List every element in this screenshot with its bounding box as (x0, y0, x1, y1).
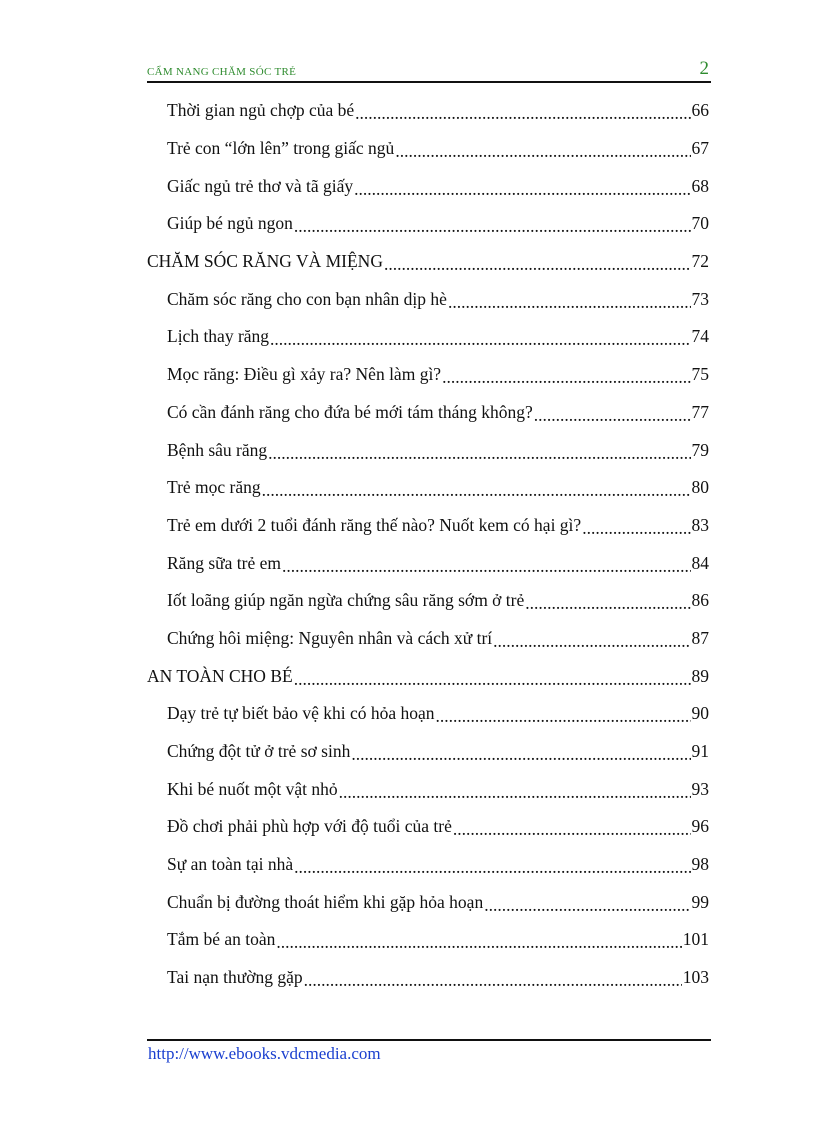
toc-entry-label: Trẻ em dưới 2 tuổi đánh răng thế nào? Nuốt kem có hại gì? (167, 514, 582, 535)
footer-url-link[interactable]: http://www.ebooks.vdcmedia.com (148, 1044, 381, 1063)
toc-entry-page: 101 (682, 929, 709, 950)
toc-entry-label: Iốt loãng giúp ngăn ngừa chứng sâu răng sớm ở trẻ (167, 590, 525, 611)
toc-entry-label: Mọc răng: Điều gì xảy ra? Nên làm gì? (167, 364, 442, 385)
toc-entry[interactable] (147, 280, 709, 318)
toc-entry[interactable] (147, 921, 709, 959)
toc-entry-label: Sự an toàn tại nhà (167, 854, 294, 875)
toc-entry-page: 73 (691, 288, 709, 309)
toc-entry-page: 90 (691, 703, 709, 724)
toc-entry[interactable] (147, 205, 709, 243)
toc-entry-label: Có cần đánh răng cho đứa bé mới tám tháng không? (167, 401, 533, 422)
toc-dot-leader (294, 857, 690, 878)
toc-section-heading[interactable] (147, 657, 709, 695)
toc-entry[interactable] (147, 544, 709, 582)
toc-entry-label: Chăm sóc răng cho con bạn nhân dịp hè (167, 288, 447, 309)
toc-dot-leader (304, 970, 682, 991)
toc-entry-page: 86 (691, 590, 709, 611)
toc-entry-label: Lịch thay răng (167, 326, 270, 347)
toc-entry[interactable] (147, 770, 709, 808)
toc-dot-leader (339, 782, 691, 803)
toc-entry-page: 98 (691, 854, 709, 875)
toc-entry[interactable] (147, 620, 709, 658)
toc-dot-leader (355, 103, 690, 124)
toc-entry-label: Giấc ngủ trẻ thơ và tã giấy (167, 175, 354, 196)
toc-entry-page: 74 (691, 326, 709, 347)
toc-entry[interactable] (147, 808, 709, 846)
toc-entry-label: Bệnh sâu răng (167, 439, 268, 460)
toc-entry-label: Thời gian ngủ chợp của bé (167, 100, 355, 121)
toc-dot-leader (534, 405, 691, 426)
toc-entry-page: 89 (691, 665, 709, 686)
toc-dot-leader (484, 895, 690, 916)
toc-entry-page: 87 (691, 627, 709, 648)
toc-dot-leader (276, 932, 681, 953)
toc-entry-label: Tắm bé an toàn (167, 929, 276, 950)
toc-entry-label: Giúp bé ngủ ngon (167, 213, 293, 234)
toc-dot-leader (448, 292, 691, 313)
toc-dot-leader (294, 669, 691, 690)
toc-entry[interactable] (147, 356, 709, 394)
toc-dot-leader (384, 254, 691, 275)
toc-dot-leader (268, 443, 690, 464)
toc-entry[interactable] (147, 695, 709, 733)
toc-entry-label: Chuẩn bị đường thoát hiểm khi gặp hỏa hoạn (167, 891, 484, 912)
toc-entry[interactable] (147, 318, 709, 356)
toc-section-heading[interactable] (147, 243, 709, 281)
toc-entry-label: Khi bé nuốt một vật nhỏ (167, 778, 338, 799)
toc-entry-page: 84 (691, 552, 709, 573)
toc-entry[interactable] (147, 733, 709, 771)
header-divider (147, 81, 711, 83)
toc-entry-page: 75 (691, 364, 709, 385)
toc-entry-label: Chứng đột tử ở trẻ sơ sinh (167, 741, 351, 762)
toc-entry-page: 103 (682, 967, 709, 988)
toc-dot-leader (453, 819, 691, 840)
toc-dot-leader (442, 367, 690, 388)
toc-entry[interactable] (147, 431, 709, 469)
toc-entry-page: 99 (691, 891, 709, 912)
toc-entry-page: 67 (691, 138, 709, 159)
toc-dot-leader (525, 593, 690, 614)
toc-dot-leader (351, 744, 690, 765)
toc-entry-page: 83 (691, 514, 709, 535)
toc-entry-page: 93 (691, 778, 709, 799)
toc-dot-leader (262, 480, 691, 501)
toc-entry-label: AN TOÀN CHO BÉ (147, 665, 293, 686)
toc-entry-label: Chứng hôi miệng: Nguyên nhân và cách xử trí (167, 627, 493, 648)
toc-entry-page: 80 (691, 477, 709, 498)
toc-dot-leader (282, 556, 691, 577)
toc-entry-label: Trẻ con “lớn lên” trong giấc ngủ (167, 138, 395, 159)
toc-entry[interactable] (147, 469, 709, 507)
toc-entry[interactable] (147, 394, 709, 432)
toc-entry-label: Dạy trẻ tự biết bảo vệ khi có hỏa hoạn (167, 703, 435, 724)
toc-entry-page: 68 (691, 175, 709, 196)
toc-dot-leader (270, 329, 690, 350)
toc-entry[interactable] (147, 130, 709, 168)
toc-entry[interactable] (147, 507, 709, 545)
toc-dot-leader (354, 179, 690, 200)
book-title: CẨM NANG CHĂM SÓC TRẺ (147, 66, 297, 78)
toc-entry-label: Trẻ mọc răng (167, 477, 261, 498)
table-of-contents (147, 92, 709, 997)
toc-entry-page: 91 (691, 741, 709, 762)
toc-entry-label: CHĂM SÓC RĂNG VÀ MIỆNG (147, 251, 383, 272)
toc-entry-label: Tai nạn thường gặp (167, 967, 303, 988)
page-header (147, 60, 711, 82)
toc-dot-leader (294, 216, 691, 237)
toc-entry-label: Răng sữa trẻ em (167, 552, 281, 573)
toc-dot-leader (395, 141, 690, 162)
toc-entry[interactable] (147, 582, 709, 620)
page-number: 2 (699, 58, 709, 79)
toc-entry-page: 72 (691, 251, 709, 272)
toc-entry[interactable] (147, 846, 709, 884)
toc-entry-page: 70 (691, 213, 709, 234)
toc-dot-leader (436, 706, 691, 727)
toc-entry-page: 79 (691, 439, 709, 460)
toc-entry[interactable] (147, 883, 709, 921)
toc-dot-leader (493, 631, 690, 652)
toc-entry[interactable] (147, 959, 709, 997)
footer-divider (147, 1039, 711, 1041)
toc-entry[interactable] (147, 92, 709, 130)
toc-entry-page: 96 (691, 816, 709, 837)
toc-entry-page: 66 (691, 100, 709, 121)
toc-entry[interactable] (147, 167, 709, 205)
toc-entry-label: Đồ chơi phải phù hợp với độ tuổi của trẻ (167, 816, 452, 837)
toc-entry-page: 77 (691, 401, 709, 422)
toc-dot-leader (582, 518, 690, 539)
